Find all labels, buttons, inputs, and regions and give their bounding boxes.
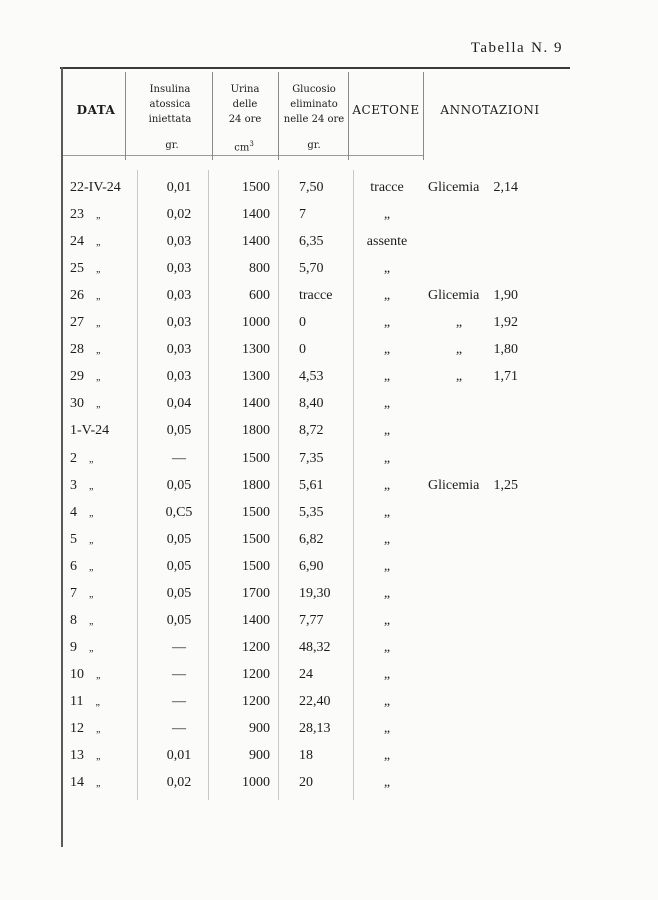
date-cell [70, 315, 160, 331]
glucosio-cell: 20 [299, 775, 313, 790]
urina-cell: 900 [249, 721, 270, 736]
date-cell [70, 396, 160, 412]
date-cell [70, 748, 160, 764]
insulina-cell: 0,02 [166, 207, 192, 222]
acetone-cell: „ [383, 261, 391, 276]
date-cell [70, 342, 160, 358]
annotazioni-cell [428, 478, 558, 494]
acetone-cell: „ [383, 288, 391, 303]
acetone-cell: „ [383, 315, 391, 330]
annotazioni-cell [428, 532, 558, 548]
urina-cell: 600 [249, 288, 270, 303]
header-urina: Urina delle 24 ore [228, 84, 262, 125]
insulina-cell: 0,C5 [165, 505, 193, 520]
date-cell [70, 721, 160, 737]
glucosio-cell: 19,30 [299, 586, 331, 601]
date-cell [70, 613, 160, 629]
insulina-cell: — [172, 667, 186, 682]
glucosio-cell: 6,82 [299, 532, 324, 547]
annotazioni-cell [428, 586, 558, 602]
header-insulina: Insulina atossica iniettata [148, 84, 192, 125]
date-cell [70, 667, 160, 683]
annotazioni-cell [428, 451, 558, 467]
ditto-mark: „ [89, 562, 94, 573]
insulina-cell: 0,05 [166, 613, 192, 628]
annotation-value: 1,80 [493, 342, 518, 357]
unit-insulina: gr. [165, 140, 179, 151]
annotazioni-cell [428, 505, 558, 521]
insulina-cell: 0,01 [166, 180, 192, 195]
acetone-cell: „ [383, 505, 391, 520]
annotazioni-cell [428, 775, 558, 791]
date-value: 30 [70, 396, 84, 411]
table-label [471, 40, 563, 57]
insulina-cell: 0,05 [166, 532, 192, 547]
glucosio-cell: 7,50 [299, 180, 324, 195]
date-value: 25 [70, 261, 84, 276]
insulina-cell: 0,05 [166, 586, 192, 601]
insulina-cell: 0,02 [166, 775, 192, 790]
ditto-mark: „ [89, 643, 94, 654]
urina-cell: 900 [249, 748, 270, 763]
urina-cell: 1200 [242, 667, 270, 682]
ditto-mark: „ [96, 237, 101, 248]
acetone-cell: assente [366, 234, 408, 249]
ditto-mark: „ [89, 508, 94, 519]
date-cell [70, 180, 160, 196]
acetone-cell: „ [383, 640, 391, 655]
glucosio-cell: 18 [299, 748, 313, 763]
ditto-mark: „ [96, 399, 101, 410]
glucosio-cell: 5,35 [299, 505, 324, 520]
annotazioni-cell [428, 559, 558, 575]
glucosio-cell: 8,72 [299, 423, 324, 438]
ditto-mark: „ [96, 264, 101, 275]
insulina-cell: — [172, 451, 186, 466]
date-value: 13 [70, 748, 84, 763]
date-cell [70, 423, 160, 439]
insulina-cell: — [172, 721, 186, 736]
glucosio-cell: 6,90 [299, 559, 324, 574]
annotazioni-cell [428, 613, 558, 629]
insulina-cell: 0,01 [166, 748, 192, 763]
annotation-label: Glicemia [428, 288, 480, 303]
annotation-value: 1,25 [493, 478, 518, 493]
urina-cell: 1300 [242, 369, 270, 384]
date-value: 9 [70, 640, 77, 655]
date-cell [70, 234, 160, 250]
date-value: 4 [70, 505, 77, 520]
left-frame-line [61, 67, 63, 847]
ditto-mark: „ [95, 697, 100, 708]
glucosio-cell: 22,40 [299, 694, 331, 709]
date-value: 1-V-24 [70, 423, 110, 438]
urina-cell: 1200 [242, 640, 270, 655]
insulina-cell: 0,03 [166, 342, 192, 357]
insulina-cell: 0,03 [166, 315, 192, 330]
acetone-cell: „ [383, 532, 391, 547]
urina-cell: 1500 [242, 451, 270, 466]
annotazioni-cell [428, 748, 558, 764]
acetone-cell: „ [383, 613, 391, 628]
acetone-cell: tracce [370, 180, 404, 195]
insulina-cell: 0,03 [166, 234, 192, 249]
date-value: 2 [70, 451, 77, 466]
urina-cell: 800 [249, 261, 270, 276]
glucosio-cell: 8,40 [299, 396, 324, 411]
annotazioni-cell [428, 423, 558, 439]
glucosio-cell: 7,35 [299, 451, 324, 466]
date-cell [70, 369, 160, 385]
glucosio-cell: 5,61 [299, 478, 324, 493]
ditto-mark: „ [96, 291, 101, 302]
acetone-cell: „ [383, 586, 391, 601]
urina-cell: 1000 [242, 775, 270, 790]
insulina-cell: 0,03 [166, 261, 192, 276]
column-separator [278, 170, 279, 800]
urina-cell: 1500 [242, 505, 270, 520]
annotazioni-cell [428, 261, 558, 277]
annotation-value: 2,14 [493, 180, 518, 195]
date-cell [70, 694, 160, 710]
acetone-cell: „ [383, 207, 391, 222]
date-value: 7 [70, 586, 77, 601]
date-cell [70, 478, 160, 494]
date-value: 22-IV-24 [70, 180, 121, 195]
date-value: 12 [70, 721, 84, 736]
annotation-label: Glicemia [428, 180, 480, 195]
annotazioni-cell [428, 369, 558, 385]
urina-cell: 1500 [242, 180, 270, 195]
ditto-mark: „ [96, 751, 101, 762]
urina-cell: 1300 [242, 342, 270, 357]
annotation-value: 1,90 [493, 288, 518, 303]
insulina-cell: — [172, 694, 186, 709]
annotazioni-cell [428, 180, 558, 196]
urina-cell: 1800 [242, 423, 270, 438]
ditto-mark: „ [89, 454, 94, 465]
ditto-mark: „ [89, 589, 94, 600]
top-rule [60, 67, 570, 69]
date-value: 3 [70, 478, 77, 493]
ditto-mark: „ [89, 481, 94, 492]
ditto-mark: „ [96, 372, 101, 383]
date-value: 26 [70, 288, 84, 303]
date-cell [70, 207, 160, 223]
ditto-mark: „ [96, 724, 101, 735]
annotazioni-cell [428, 396, 558, 412]
annotazioni-cell [428, 207, 558, 223]
urina-cell: 1500 [242, 532, 270, 547]
header-rule [63, 155, 423, 156]
date-cell [70, 640, 160, 656]
ditto-mark: „ [96, 210, 101, 221]
insulina-cell: 0,03 [166, 369, 192, 384]
acetone-cell: „ [383, 721, 391, 736]
acetone-cell: „ [383, 423, 391, 438]
date-value: 5 [70, 532, 77, 547]
glucosio-cell: 0 [299, 342, 306, 357]
glucosio-cell: 7,77 [299, 613, 324, 628]
date-cell [70, 288, 160, 304]
acetone-cell: „ [383, 342, 391, 357]
date-value: 28 [70, 342, 84, 357]
annotation-label: „ [455, 315, 463, 330]
annotation-value: 1,92 [493, 315, 518, 330]
date-value: 14 [70, 775, 84, 790]
insulina-cell: 0,05 [166, 559, 192, 574]
date-value: 11 [70, 694, 84, 709]
annotation-label: „ [455, 342, 463, 357]
header-glucosio: Glucosio eliminato nelle 24 ore [283, 84, 345, 125]
date-cell [70, 559, 160, 575]
urina-cell: 1200 [242, 694, 270, 709]
glucosio-cell: 6,35 [299, 234, 324, 249]
urina-cell: 1400 [242, 234, 270, 249]
date-value: 29 [70, 369, 84, 384]
date-cell [70, 532, 160, 548]
acetone-cell: „ [383, 775, 391, 790]
insulina-cell: — [172, 640, 186, 655]
ditto-mark: „ [96, 670, 101, 681]
annotation-value: 1,71 [493, 369, 518, 384]
glucosio-cell: 7 [299, 207, 306, 222]
urina-cell: 1400 [242, 613, 270, 628]
annotazioni-cell [428, 342, 558, 358]
date-cell [70, 261, 160, 277]
insulina-cell: 0,05 [166, 478, 192, 493]
acetone-cell: „ [383, 369, 391, 384]
date-value: 27 [70, 315, 84, 330]
annotation-label: Glicemia [428, 478, 480, 493]
annotazioni-cell [428, 694, 558, 710]
header-annotazioni: ANNOTAZIONI [440, 103, 540, 117]
insulina-cell: 0,03 [166, 288, 192, 303]
insulina-cell: 0,04 [166, 396, 192, 411]
date-value: 10 [70, 667, 84, 682]
glucosio-cell: 48,32 [299, 640, 331, 655]
header-data: DATA [76, 103, 116, 117]
date-cell [70, 775, 160, 791]
urina-cell: 1400 [242, 207, 270, 222]
ditto-mark: „ [96, 345, 101, 356]
unit-glucosio: gr. [307, 140, 321, 151]
ditto-mark: „ [96, 318, 101, 329]
acetone-cell: „ [383, 559, 391, 574]
urina-cell: 1400 [242, 396, 270, 411]
glucosio-cell: 4,53 [299, 369, 324, 384]
acetone-cell: „ [383, 451, 391, 466]
acetone-cell: „ [383, 478, 391, 493]
ditto-mark: „ [96, 778, 101, 789]
annotation-label: „ [455, 369, 463, 384]
header-acetone: ACETONE [352, 103, 420, 117]
urina-cell: 1500 [242, 559, 270, 574]
urina-cell: 1800 [242, 478, 270, 493]
acetone-cell: „ [383, 748, 391, 763]
urina-cell: 1000 [242, 315, 270, 330]
glucosio-cell: 0 [299, 315, 306, 330]
ditto-mark: „ [89, 616, 94, 627]
acetone-cell: „ [383, 396, 391, 411]
date-value: 6 [70, 559, 77, 574]
ditto-mark: „ [89, 535, 94, 546]
date-cell [70, 505, 160, 521]
glucosio-cell: tracce [299, 288, 333, 303]
date-value: 23 [70, 207, 84, 222]
annotazioni-cell [428, 667, 558, 683]
table-label-word: Tabella [470, 40, 526, 56]
date-value: 24 [70, 234, 84, 249]
date-cell [70, 586, 160, 602]
glucosio-cell: 24 [299, 667, 313, 682]
acetone-cell: „ [383, 694, 391, 709]
glucosio-cell: 5,70 [299, 261, 324, 276]
date-cell [70, 451, 160, 467]
date-value: 8 [70, 613, 77, 628]
annotazioni-cell [428, 288, 558, 304]
annotazioni-cell [428, 315, 558, 331]
annotazioni-cell [428, 640, 558, 656]
unit-urina: $cm^3$ [234, 140, 254, 154]
annotazioni-cell [428, 234, 558, 250]
urina-cell: 1700 [242, 586, 270, 601]
acetone-cell: „ [383, 667, 391, 682]
glucosio-cell: 28,13 [299, 721, 331, 736]
table-number: N. 9 [531, 40, 563, 56]
annotazioni-cell [428, 721, 558, 737]
insulina-cell: 0,05 [166, 423, 192, 438]
